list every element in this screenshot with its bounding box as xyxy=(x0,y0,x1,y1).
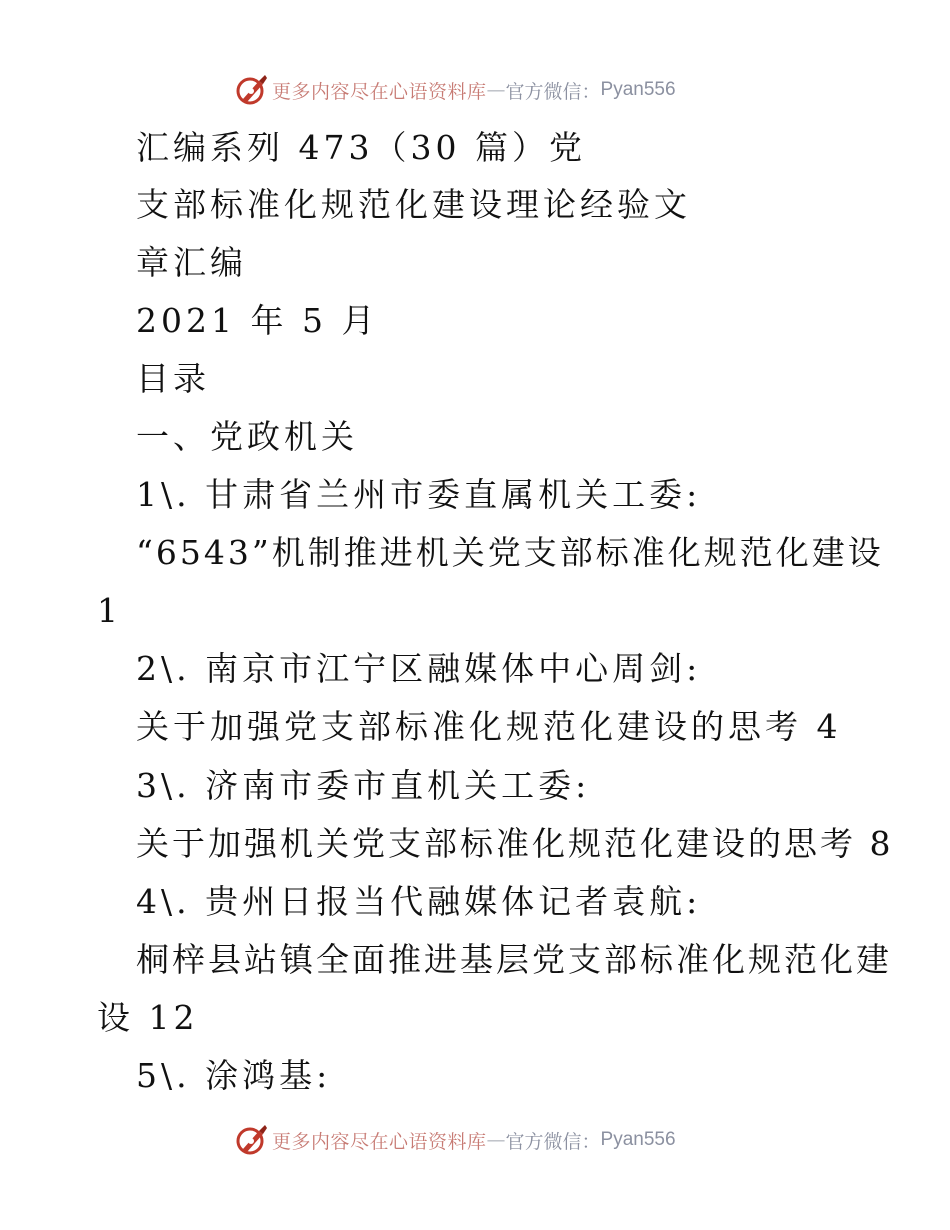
banner-tagline: 更多内容尽在心语资料库 xyxy=(272,80,487,103)
banner-contact-label: 官方微信： xyxy=(505,80,601,103)
toc-entry-2-author: 2\. 南京市江宁区融媒体中心周剑: xyxy=(136,649,702,688)
toc-entry-1-title: “6543”机制推进机关党支部标准化规范化建设 xyxy=(136,533,884,572)
toc-entry-4-author: 4\. 贵州日报当代融媒体记者袁航: xyxy=(136,882,702,921)
toc-entry-3-title: 关于加强机关党支部标准化规范化建设的思考 8 xyxy=(136,824,894,863)
toc-entry-1-page: 1 xyxy=(97,591,122,630)
toc-heading: 目录 xyxy=(136,359,210,398)
banner-tagline: 更多内容尽在心语资料库 xyxy=(272,1130,487,1153)
banner-dash: — xyxy=(486,79,506,101)
banner-contact-label: 官方微信： xyxy=(505,1130,601,1153)
document-title-line-1: 汇编系列 473（30 篇）党 xyxy=(136,128,586,167)
document-date: 2021 年 5 月 xyxy=(136,301,379,340)
document-title-line-3: 章汇编 xyxy=(136,243,247,282)
toc-entry-5-author: 5\. 涂鸿基: xyxy=(136,1056,332,1095)
toc-entry-1-author: 1\. 甘肃省兰州市委直属机关工委: xyxy=(136,475,702,514)
pen-logo-icon xyxy=(234,1123,268,1157)
banner-handle: Pyan556 xyxy=(600,1129,676,1150)
document-title-line-2: 支部标准化规范化建设理论经验文 xyxy=(136,185,691,224)
header-watermark-banner xyxy=(234,72,676,108)
pen-logo-icon xyxy=(234,73,268,107)
toc-entry-4-title-continued: 设 12 xyxy=(97,998,199,1037)
toc-entry-3-author: 3\. 济南市委市直机关工委: xyxy=(136,766,591,805)
footer-watermark-banner xyxy=(234,1122,676,1158)
toc-entry-4-title: 桐梓县站镇全面推进基层党支部标准化规范化建 xyxy=(136,940,892,979)
toc-section-heading: 一、党政机关 xyxy=(136,417,358,456)
toc-entry-2-title: 关于加强党支部标准化规范化建设的思考 4 xyxy=(136,707,842,746)
banner-handle: Pyan556 xyxy=(600,79,676,100)
banner-dash: — xyxy=(486,1129,506,1151)
